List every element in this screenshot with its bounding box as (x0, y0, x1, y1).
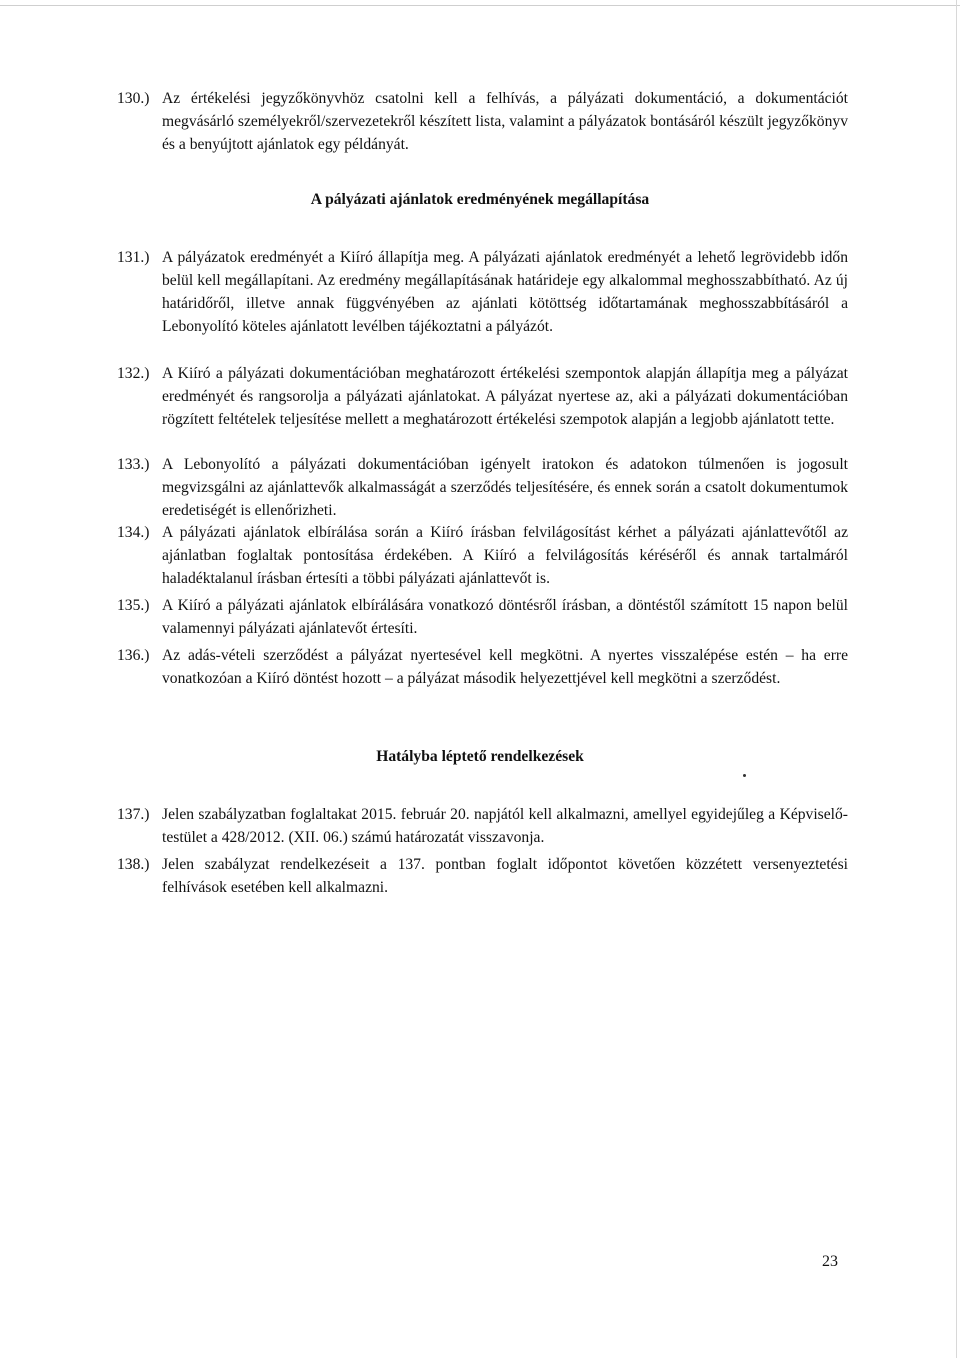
clause-text: Az értékelési jegyzőkönyvhöz csatolni kell a felhívás, a pályázati dokumentáció, a dokumentációt megvásárló személyekről/szervezetekről készített lista, valamint a pályázatok bontásáról készült jegyzőkönyv és a benyújtott ajánlatok egy példányát. (162, 90, 848, 153)
clause-number: 133.) (117, 456, 150, 473)
section-heading-effective: Hatályba léptető rendelkezések (376, 748, 584, 765)
clause-number: 136.) (117, 647, 150, 664)
clause-134 (117, 521, 848, 590)
clause-number: 134.) (117, 524, 150, 541)
clause-135 (117, 594, 848, 640)
clause-138 (117, 853, 848, 899)
section-heading-results: A pályázati ajánlatok eredményének megállapítása (310, 191, 650, 208)
page-number: 23 (822, 1253, 838, 1270)
clause-text: A pályázatok eredményét a Kiíró állapítja meg. A pályázati ajánlatok eredményét a lehető legrövidebb időn belül kell megállapítani. Az eredmény megállapításának határideje egy alkalommal meghosszabbítható. Az új határidőről, illetve annak függvényében az ajánlati kötöttség időtartamának meghosszabbításáról a Lebonyolító köteles ajánlatott levélben tájékoztatni a pályázót. (162, 249, 848, 335)
clause-136 (117, 644, 848, 690)
clause-number: 132.) (117, 365, 150, 382)
clause-number: 131.) (117, 249, 150, 266)
clause-text: A Kiíró a pályázati ajánlatok elbírálására vonatkozó döntésről írásban, a döntéstől számított 15 napon belül valamennyi pályázati ajánlatevőt értesíti. (162, 597, 848, 637)
clause-133 (117, 453, 848, 522)
clause-number: 130.) (117, 90, 150, 107)
clause-number: 137.) (117, 806, 150, 823)
clause-text: A Kiíró a pályázati dokumentációban meghatározott értékelési szempontok alapján állapítja meg a pályázat eredményét és rangsorolja a pályázati ajánlatokat. A pályázat nyertese az, aki a pályázati dokumentációban rögzített feltételek teljesítése mellett a meghatározott értékelési szempotok alapján a legjobb ajánlatott tette. (162, 365, 848, 428)
scan-top-edge (0, 5, 960, 6)
clause-text: Az adás-vételi szerződést a pályázat nyertesével kell megkötni. A nyertes visszalépése estén – ha erre vonatkozóan a Kiíró döntést hozott – a pályázat második helyezettjével kell megkötni a szerződést. (162, 647, 848, 687)
clause-131 (117, 246, 848, 338)
clause-number: 135.) (117, 597, 150, 614)
clause-text: A Lebonyolító a pályázati dokumentációban igényelt iratokon és adatokon túlmenően is jogosult megvizsgálni az ajánlattevők alkalmasságát a szerződés teljesítésére, és ennek során a csatolt dokumentumok eredetiségét is ellenőrizheti. (162, 456, 848, 519)
clause-137 (117, 803, 848, 849)
clause-text: A pályázati ajánlatok elbírálása során a Kiíró írásban felvilágosítást kérhet a pályázati ajánlattevőtől az ajánlatban foglaltak pontosítása érdekében. A Kiíró a felvilágosítás kéréséről és annak tartalmáról haladéktalanul írásban értesíti a többi pályázati ajánlattevőt is. (162, 524, 848, 587)
clause-132 (117, 362, 848, 431)
clause-text: Jelen szabályzat rendelkezéseit a 137. pontban foglalt időpontot követően közzétett versenyeztetési felhívások esetében kell alkalmazni. (162, 856, 848, 896)
clause-130 (117, 87, 848, 156)
clause-text: Jelen szabályzatban foglaltakat 2015. február 20. napjától kell alkalmazni, amellyel egyidejűleg a Képviselő-testület a 428/2012. (XII. 06.) számú határozatát visszavonja. (162, 806, 848, 846)
scan-speck (743, 774, 746, 777)
clause-number: 138.) (117, 856, 150, 873)
